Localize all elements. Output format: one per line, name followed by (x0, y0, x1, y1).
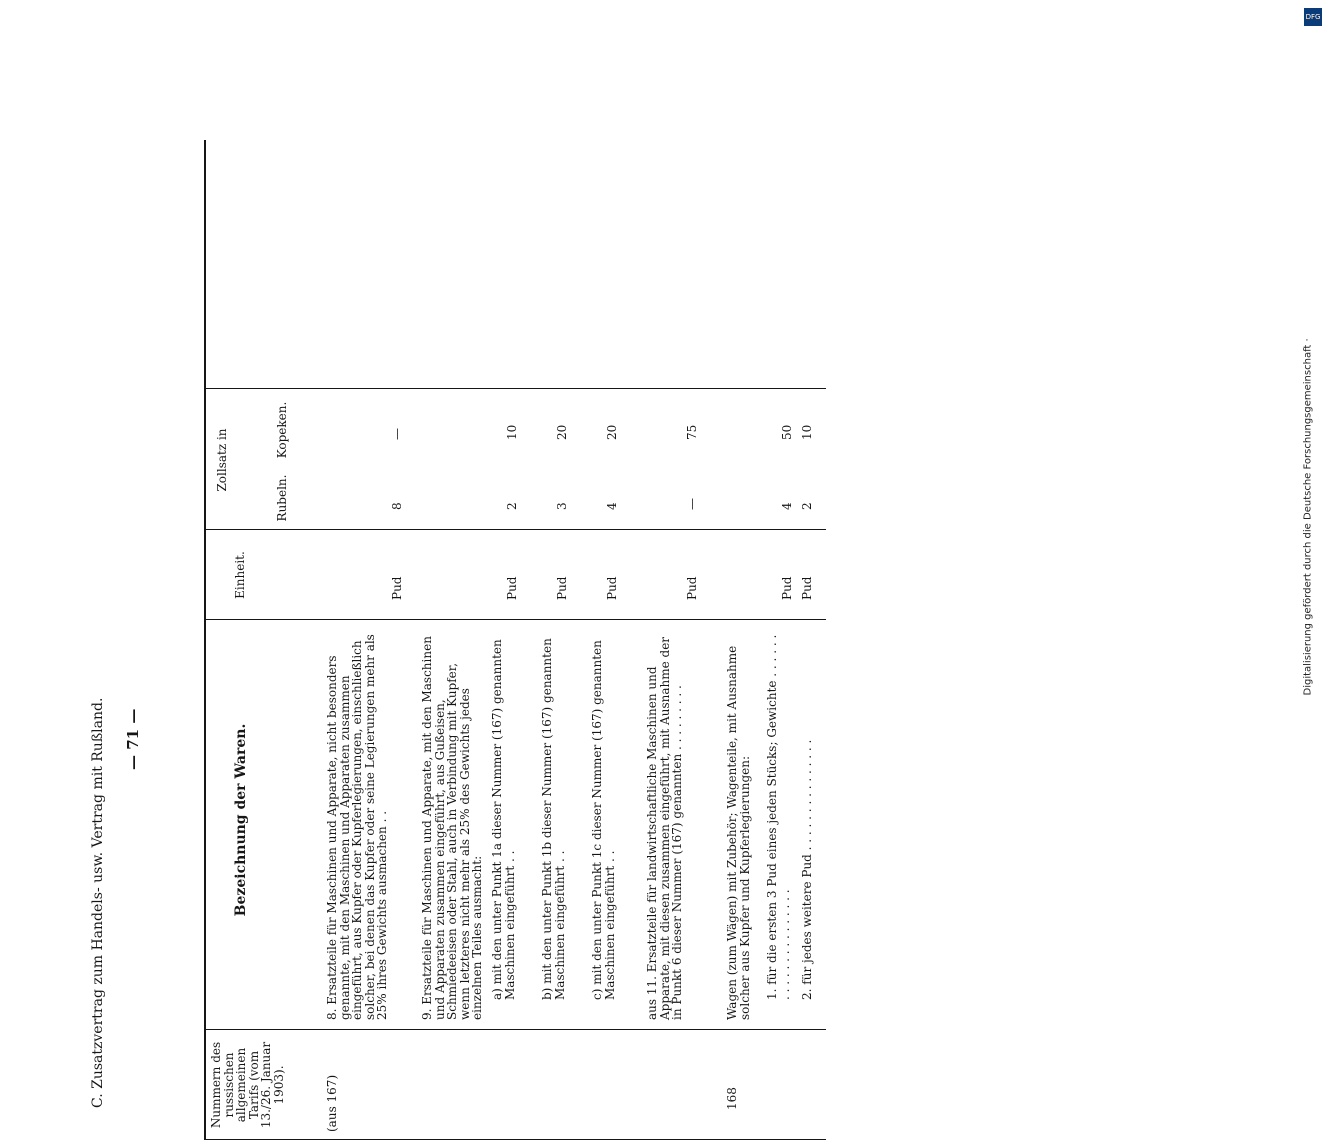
row-3-item: a) (490, 988, 504, 1000)
row-5-kop: 20 (605, 424, 619, 440)
header-kopeks: Kopeken. (275, 401, 289, 459)
row-8-rub: 4 (780, 502, 794, 510)
row-5-item: c) (590, 988, 604, 1000)
row-5-text (591, 630, 616, 1000)
row-1-rub: 8 (390, 502, 404, 510)
row-4-kop: 20 (555, 424, 569, 440)
row-4-text (541, 630, 566, 1000)
row-3-rub: 2 (505, 502, 519, 510)
row-7-text (726, 630, 751, 1020)
row-3-unit: Pud (505, 576, 519, 600)
row-1-unit: Pud (390, 576, 404, 600)
dfg-logo-icon (1304, 8, 1322, 26)
row-3-desc: mit den unter Punkt 1a dieser Nummer (167) genannten Maschinen eingeführt . . (490, 639, 517, 1000)
row-8-text (766, 630, 791, 1000)
header-unit: Einheit. (233, 551, 247, 599)
row-9-text (801, 630, 814, 1000)
row-1-number: (aus 167) (325, 1074, 339, 1132)
row-6-kop: 75 (685, 424, 699, 440)
row-7-number: 168 (725, 1087, 739, 1110)
dfg-logo-text: DFG (1305, 13, 1321, 21)
row-5-rub: 4 (605, 502, 619, 510)
row-9-unit: Pud (800, 576, 814, 600)
page-number: — 71 — (124, 708, 142, 770)
running-head: C. Zusatzvertrag zum Handels- usw. Vertrag mit Rußland. (90, 697, 106, 1108)
row-1-desc: Ersatzteile für Maschinen und Apparate, nicht besonders genannte, mit den Maschinen und Apparaten zusammen eingeführt, aus Kupfer oder Kupferlegierungen, einschließlich solcher, bei denen das Kupfer oder seine Legierungen mehr als 25% ihres Gewichts ausmachen . . (325, 634, 390, 1020)
row-9-desc: für jedes weitere Pud . . . . . . . . . . . . . . . (800, 739, 814, 985)
row-2-desc: Ersatzteile für Maschinen und Apparate, mit den Maschinen und Apparaten zusammen eingeführt, aus Gußeisen, Schmiedeeisen oder Stahl, auch in Verbindung mit Kupfer, wenn letzteres nicht mehr als 25% des Gewichts jedes einzelnen Teiles ausmacht: (420, 636, 485, 1020)
row-5-desc: mit den unter Punkt 1c dieser Nummer (167) genannten Maschinen eingeführt . . (590, 640, 617, 1000)
header-numbers: Nummern des russischen allgemeinen Tarifs (vom 13./26. Januar 1903). (209, 1041, 286, 1129)
row-4-unit: Pud (555, 576, 569, 600)
row-8-unit: Pud (780, 576, 794, 600)
row-4-item: b) (540, 987, 554, 1000)
row-9-item: 2. (800, 988, 814, 1000)
dfg-watermark (1298, 0, 1324, 1000)
row-2-item: 9. (420, 1008, 434, 1020)
row-2-text (421, 630, 484, 1020)
row-9-rub: 2 (800, 502, 814, 510)
header-description: Bezeichnung der Waren. (233, 723, 249, 917)
row-3-text (491, 630, 516, 1000)
header-duty: Zollsatz in (215, 428, 229, 492)
row-8-desc: für die ersten 3 Pud eines jeden Stücks; Gewichte . . . . . . . . . . . . . . . . . . . . . (765, 634, 792, 1000)
row-1-kop: — (390, 428, 404, 440)
rotated-scan (90, 140, 814, 1140)
row-9-kop: 10 (800, 424, 814, 440)
row-5-unit: Pud (605, 576, 619, 600)
row-1-item: 8. (325, 1008, 339, 1020)
row-6-desc: Ersatzteile für landwirtschaftliche Maschinen und Apparate, mit diesen zusammen eingeführt, mit Ausnahme der in Punkt 6 dieser Nummer (167) genannten . . . . . . . . . (645, 636, 685, 1020)
row-4-rub: 3 (555, 502, 569, 510)
row-6-unit: Pud (685, 576, 699, 600)
row-6-rub: — (685, 498, 699, 510)
row-8-item: 1. (765, 988, 779, 1000)
row-6-text (646, 630, 684, 1020)
row-1-text (326, 630, 389, 1020)
row-7-desc: Wagen (zum Wägen) mit Zubehör; Wagenteile, mit Ausnahme solcher aus Kupfer und Kupferlegierungen: (725, 645, 752, 1020)
row-6-item: aus 11. (645, 976, 659, 1020)
header-rubles: Rubeln. (275, 474, 289, 522)
row-4-desc: mit den unter Punkt 1b dieser Nummer (167) genannten Maschinen eingeführt . . (540, 638, 567, 1000)
tariff-table (204, 140, 826, 1140)
row-3-kop: 10 (505, 424, 519, 440)
row-8-kop: 50 (780, 424, 794, 440)
col-numbers (206, 1029, 826, 1140)
watermark-text: Digitalisierung gefördert durch die Deutsche Forschungsgemeinschaft · (1302, 338, 1314, 696)
col-unit (206, 529, 826, 620)
